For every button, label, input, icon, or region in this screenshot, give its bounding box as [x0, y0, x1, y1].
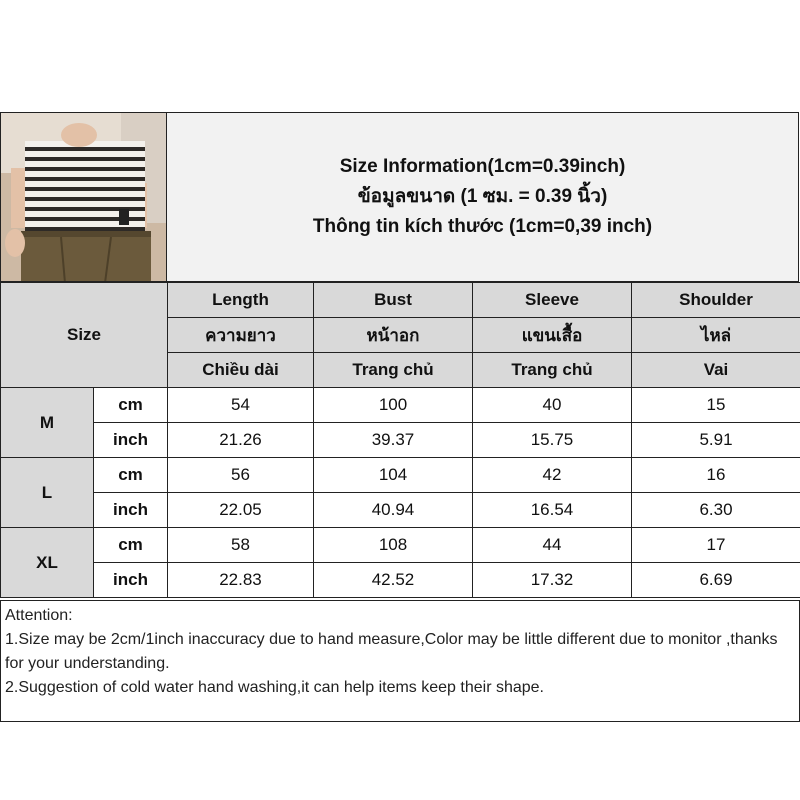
- table-cell: 6.69: [632, 563, 800, 598]
- table-cell: 39.37: [314, 423, 473, 458]
- table-cell: 104: [314, 458, 473, 493]
- unit-label-cm: cm: [94, 528, 168, 563]
- attention-line-2: 2.Suggestion of cold water hand washing,it can help items keep their shape.: [5, 679, 544, 696]
- table-cell: 17.32: [473, 563, 632, 598]
- unit-label-inch: inch: [94, 423, 168, 458]
- table-cell: 58: [168, 528, 314, 563]
- table-cell: 42.52: [314, 563, 473, 598]
- size-column-header: Size: [1, 283, 168, 388]
- size-chart: [0, 112, 800, 722]
- header-title-th: ข้อมูลขนาด (1 ซม. = 0.39 นิ้ว): [357, 186, 608, 207]
- unit-label-inch: inch: [94, 493, 168, 528]
- column-header-bust-vi: Trang chủ: [314, 353, 473, 388]
- table-cell: 16.54: [473, 493, 632, 528]
- size-label-m: M: [1, 388, 94, 458]
- column-header-shoulder-th: ไหล่: [632, 318, 800, 353]
- product-photo: [0, 112, 167, 282]
- size-label-l: L: [1, 458, 94, 528]
- table-cell: 21.26: [168, 423, 314, 458]
- table-cell: 6.30: [632, 493, 800, 528]
- model-photo-illustration: [1, 113, 167, 282]
- table-cell: 100: [314, 388, 473, 423]
- table-cell: 22.83: [168, 563, 314, 598]
- table-cell: 42: [473, 458, 632, 493]
- column-header-shoulder-vi: Vai: [632, 353, 800, 388]
- table-cell: 15.75: [473, 423, 632, 458]
- size-info-header: [167, 112, 799, 282]
- unit-label-cm: cm: [94, 458, 168, 493]
- column-header-sleeve-vi: Trang chủ: [473, 353, 632, 388]
- table-cell: 40.94: [314, 493, 473, 528]
- size-label-xl: XL: [1, 528, 94, 598]
- unit-label-cm: cm: [94, 388, 168, 423]
- attention-line-1: 1.Size may be 2cm/1inch inaccuracy due to hand measure,Color may be little different due to monitor ,thanks for your understanding.: [5, 631, 778, 672]
- attention-note: [0, 600, 800, 722]
- table-cell: 16: [632, 458, 800, 493]
- table-cell: 22.05: [168, 493, 314, 528]
- column-header-length-en: Length: [168, 283, 314, 318]
- table-cell: 15: [632, 388, 800, 423]
- table-cell: 54: [168, 388, 314, 423]
- column-header-sleeve-th: แขนเสื้อ: [473, 318, 632, 353]
- header-title-vi: Thông tin kích thước (1cm=0,39 inch): [312, 216, 653, 237]
- column-header-shoulder-en: Shoulder: [632, 283, 800, 318]
- table-cell: 44: [473, 528, 632, 563]
- attention-title: Attention:: [5, 607, 73, 624]
- unit-label-inch: inch: [94, 563, 168, 598]
- column-header-sleeve-en: Sleeve: [473, 283, 632, 318]
- column-header-length-vi: Chiều dài: [168, 353, 314, 388]
- size-table: [0, 282, 800, 598]
- column-header-bust-th: หน้าอก: [314, 318, 473, 353]
- table-cell: 56: [168, 458, 314, 493]
- table-cell: 5.91: [632, 423, 800, 458]
- column-header-length-th: ความยาว: [168, 318, 314, 353]
- column-header-bust-en: Bust: [314, 283, 473, 318]
- header-title-en: Size Information(1cm=0.39inch): [339, 156, 626, 177]
- table-cell: 17: [632, 528, 800, 563]
- table-cell: 40: [473, 388, 632, 423]
- table-cell: 108: [314, 528, 473, 563]
